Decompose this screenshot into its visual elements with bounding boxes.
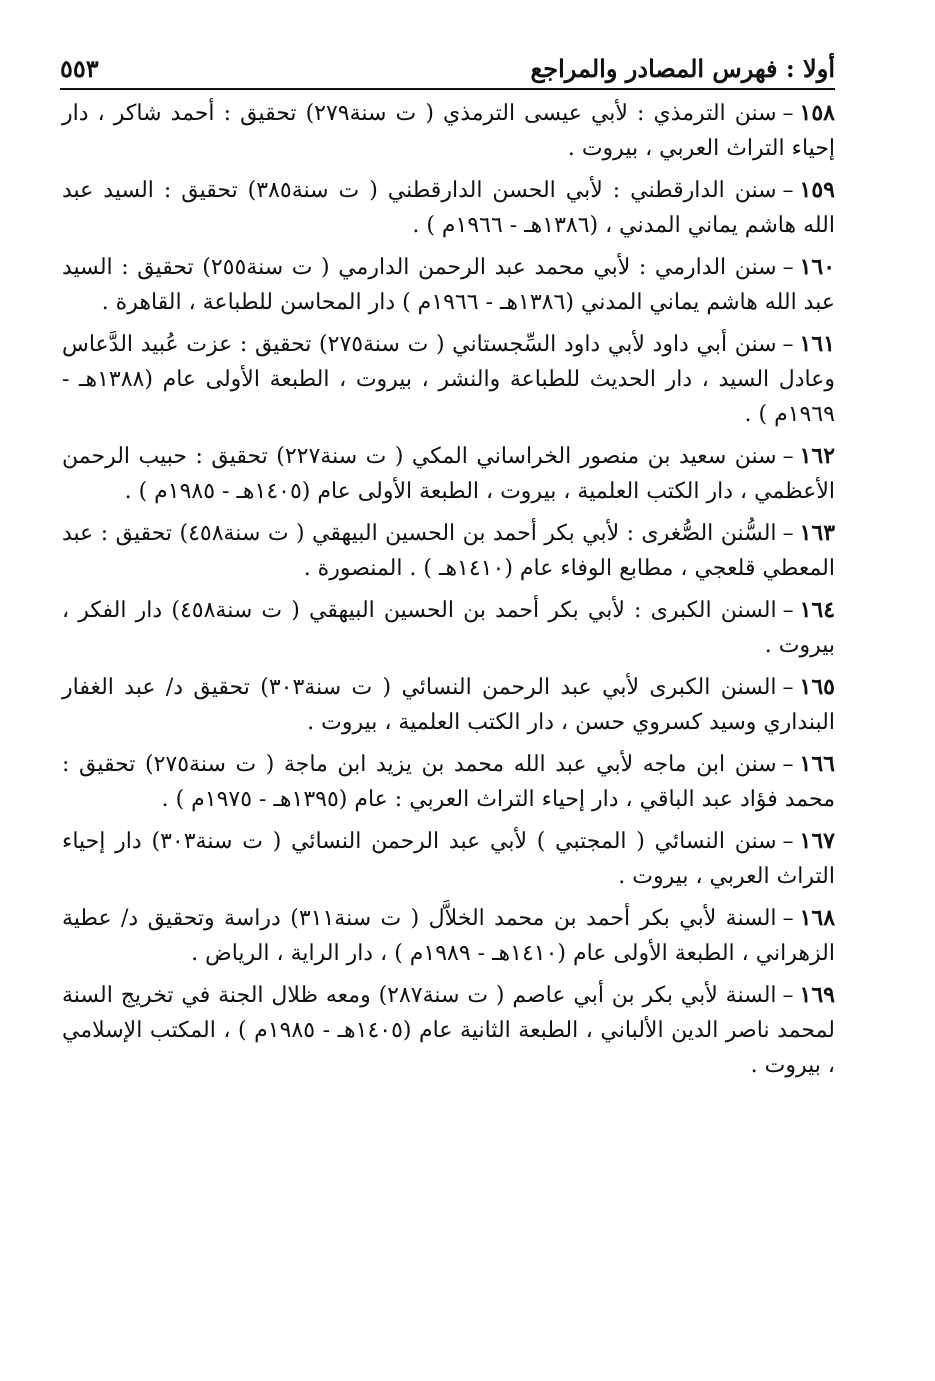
entry-number: ١٦٢ [799, 443, 836, 469]
entry-number: ١٦٤ [799, 597, 836, 623]
entry-text: السنة لأبي بكر بن أبي عاصم ( ت سنة٢٨٧) ومعه ظلال الجنة في تخريج السنة لمحمد ناصر الدين الألباني ، الطبعة الثانية عام (١٤٠٥هـ - ١٩٨٥م ) ، المكتب الإسلامي ، بيروت . [62, 983, 836, 1078]
entry-text: سنن الدارقطني : لأبي الحسن الدارقطني ( ت سنة٣٨٥) تحقيق : السيد عبد الله هاشم يماني المدني ، (١٣٨٦هـ - ١٩٦٦م ) . [62, 178, 835, 238]
bibliography-entry [62, 670, 835, 740]
bibliography-entry [62, 824, 835, 894]
entry-separator: – [782, 752, 794, 777]
bibliography-entry [62, 747, 835, 817]
entry-separator: – [782, 598, 794, 623]
entry-text: السنن الكبرى : لأبي بكر أحمد بن الحسين البيهقي ( ت سنة٤٥٨) دار الفكر ، بيروت . [62, 598, 835, 658]
page-header [60, 52, 835, 90]
entry-text: السنن الكبرى لأبي عبد الرحمن النسائي ( ت سنة٣٠٣) تحقيق د/ عبد الغفار البنداري وسيد كسروي حسن ، دار الكتب العلمية ، بيروت . [62, 675, 835, 735]
entry-number: ١٦٦ [799, 751, 835, 777]
entry-separator: – [782, 675, 794, 700]
entry-number: ١٦٨ [799, 905, 836, 931]
bibliography-entry [62, 96, 835, 166]
entry-text: سنن الدارمي : لأبي محمد عبد الرحمن الدارمي ( ت سنة٢٥٥) تحقيق : السيد عبد الله هاشم يماني المدني (١٣٨٦هـ - ١٩٦٦م ) دار المحاسن للطباعة ، القاهرة . [62, 255, 835, 315]
entry-separator: – [782, 906, 794, 931]
entry-separator: – [782, 332, 794, 357]
entry-text: السنة لأبي بكر أحمد بن محمد الخلاَّل ( ت سنة٣١١) دراسة وتحقيق د/ عطية الزهراني ، الطبعة الأولى عام (١٤١٠هـ - ١٩٨٩م ) ، دار الراية ، الرياض . [62, 906, 835, 966]
bibliography-entry [62, 439, 835, 509]
bibliography-entry [62, 173, 835, 243]
entry-separator: – [782, 178, 794, 203]
entry-separator: – [782, 255, 794, 280]
entry-text: سنن النسائي ( المجتبي ) لأبي عبد الرحمن النسائي ( ت سنة٣٠٣) دار إحياء التراث العربي ، بيروت . [62, 829, 835, 889]
entry-number: ١٦٣ [799, 520, 836, 546]
entry-text: سنن أبي داود لأبي داود السِّجستاني ( ت سنة٢٧٥) تحقيق : عزت عُبيد الدَّعاس وعادل السيد ، دار الحديث للطباعة والنشر ، بيروت ، الطبعة الأولى عام (١٣٨٨هـ - ١٩٦٩م ) . [62, 332, 835, 427]
entry-number: ١٥٨ [799, 100, 835, 126]
entry-separator: – [782, 521, 794, 546]
bibliography-entry [62, 516, 835, 586]
entry-text: سنن ابن ماجه لأبي عبد الله محمد بن يزيد ابن ماجة ( ت سنة٢٧٥) تحقيق : محمد فؤاد عبد الباقي ، دار إحياء التراث العربي : عام (١٣٩٥هـ - ١٩٧٥م ) . [62, 752, 835, 812]
entry-separator: – [782, 829, 794, 854]
entry-text: سنن سعيد بن منصور الخراساني المكي ( ت سنة٢٢٧) تحقيق : حبيب الرحمن الأعظمي ، دار الكتب العلمية ، بيروت ، الطبعة الأولى عام (١٤٠٥هـ - ١٩٨٥م ) . [62, 444, 835, 504]
bibliography-list [62, 96, 835, 1090]
bibliography-entry [62, 250, 835, 320]
entry-separator: – [782, 101, 794, 126]
page-number: ٥٥٣ [60, 54, 99, 83]
bibliography-entry [62, 327, 835, 432]
entry-separator: – [782, 983, 794, 1008]
entry-separator: – [782, 444, 794, 469]
entry-number: ١٦١ [799, 331, 835, 357]
bibliography-entry [62, 978, 835, 1083]
entry-number: ١٦٥ [799, 674, 835, 700]
bibliography-entry [62, 593, 835, 663]
entry-number: ١٥٩ [799, 177, 835, 203]
entry-number: ١٦٧ [799, 828, 835, 854]
bibliography-entry [62, 901, 835, 971]
entry-text: السُّنن الصُّغرى : لأبي بكر أحمد بن الحسين البيهقي ( ت سنة٤٥٨) تحقيق : عبد المعطي قلعجي ، مطابع الوفاء عام (١٤١٠هـ ) . المنصورة . [62, 521, 835, 581]
entry-number: ١٦٩ [799, 982, 835, 1008]
section-title: أولا : فهرس المصادر والمراجع [530, 54, 835, 83]
entry-text: سنن الترمذي : لأبي عيسى الترمذي ( ت سنة٢٧٩) تحقيق : أحمد شاكر ، دار إحياء التراث العربي ، بيروت . [62, 101, 835, 161]
entry-number: ١٦٠ [799, 254, 836, 280]
